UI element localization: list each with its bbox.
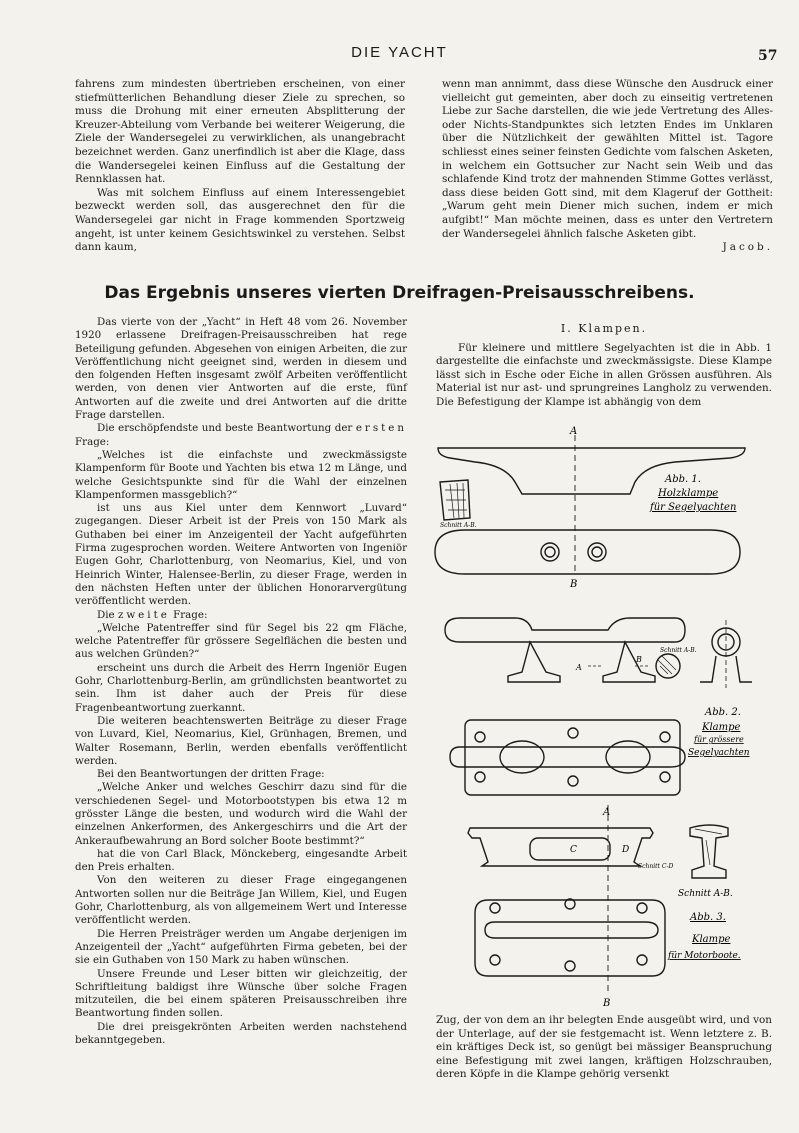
bolt-hole	[637, 903, 647, 913]
fig2-title: Abb. 2.	[705, 707, 741, 718]
label-a: A	[576, 663, 582, 672]
rail-section	[690, 825, 728, 878]
figure-3-motorboat-cleat	[468, 805, 728, 995]
question-quote: „Welche Anker und welches Geschirr dazu sind für die verschiedenen Segel- und Motorbootstypen bis etwa 12 m grösster Länge die besten, und wodurch wird die Wahl der einzelnen Ankerformen, des Ankergeschirrs und die Art der Ankeraufbewahrung an Bord solcher Boote bestimmt?“	[75, 781, 407, 847]
bolt-hole	[475, 732, 485, 742]
paragraph: wenn man annimmt, dass diese Wünsche den Ausdruck einer vielleicht gut gemeinten, aber doch zu einseitig vertretenen Liebe zur Sache darstellen, die wie jede Vertretung des Alles- oder Nichts-Standpunktes sich letzten Endes im Unklaren über die Nützlichkeit der gewählten Mittel ist. Tagore schliesst eines seiner feinsten Gedichte vom falschen Asketen, in welchem ein Gottsucher zur Nacht sein Weib und das schlafende Kind trotz der mahnenden Stimme Gottes verlässt, dass diese beiden Gott sind, mit dem Klageruf der Gottheit: „Warum geht mein Diener mich suchen, indem er mich aufgibt!“ Man möchte meinen, dass es unter den Vertretern der Wandersegelei ähnlich falsche Asketen gibt.	[442, 78, 773, 240]
boss-right	[606, 741, 650, 773]
paragraph: Was mit solchem Einfluss auf einem Interessengebiet bezweckt werden soll, das ausgerechnet den für die Wandersegelei gar nicht in Frage kommenden Sportzweig angeht, ist unter keinem Gesichtswinkel zu verstehen. Selbst dann kaum,	[75, 186, 405, 254]
cleat-side-profile	[445, 618, 685, 642]
cleat-technical-drawings	[410, 420, 780, 1010]
label-b: B	[570, 579, 578, 590]
bolt-hole	[660, 732, 670, 742]
paragraph: Für kleinere und mittlere Segelyachten ist die in Abb. 1 dargestellte die einfachste und zweckmässigste. Diese Klampe lässt sich in Esche oder Eiche in allen Grössen ausführen. Als Material ist nur ast- und sprungreines Langholz zu verwenden. Die Befestigung der Klampe ist abhängig von dem	[436, 342, 772, 408]
fig3-caption-line1: Klampe	[692, 934, 731, 945]
paragraph: Die Herren Preisträger werden um Angabe derjenigen im Anzeigenteil der „Yacht“ aufgeführten Firma gebeten, bei der sie ein Guthaben von 150 Mark zu haben wünschen.	[75, 927, 407, 967]
bolt-hole	[660, 772, 670, 782]
paragraph: fahrens zum mindesten übertrieben erscheinen, von einer stiefmütterlichen Behandlung dieser Ziele zu sprechen, so muss die Drohung mit einer erneuten Absplitterung der Kreuzer-Abteilung vom Verbande bei weiterer Weigerung, die Ziele der Wandersegelei zu verwirklichen, als unangebracht bezeichnet werden. Ganz unerfindlich ist aber die Klage, dass die Wandersegelei keinen Einfluss auf die Gestaltung der Rennklassen hat.	[75, 78, 405, 186]
article-left-column	[75, 316, 407, 1047]
article-heading: Das Ergebnis unseres vierten Dreifragen-Preisausschreibens.	[104, 283, 695, 303]
text: Frage:	[75, 435, 110, 448]
article-right-intro	[436, 342, 772, 409]
paragraph: erscheint uns durch die Arbeit des Herrn Ingeniör Eugen Gohr, Charlottenburg-Berlin, am gründlichsten beantwortet zu sein. Ihm ist daher auch der Preis für diese Fragenbeantwortung zuerkannt.	[75, 661, 407, 714]
page-number: 57	[758, 48, 778, 64]
paragraph: Zug, der von dem an ihr belegten Ende ausgeübt wird, und von der Unterlage, auf der sie festgemacht ist. Wenn letztere z. B. ein kräftiges Deck ist, so genügt bei mässiger Beanspruchung eine Befestigung mit zwei langen, kräftigen Holzschrauben, deren Köpfe in die Klampe gehörig versenkt	[436, 1014, 772, 1081]
fig3-section-label-ab: Schnitt A-B.	[678, 889, 733, 899]
fig1-title: Abb. 1.	[665, 474, 701, 485]
paragraph: ist uns aus Kiel unter dem Kennwort „Luvard“ zugegangen. Dieser Arbeit ist der Preis von 150 Mark als Guthaben bei einer im Anzeigenteil der Yacht aufgeführten Firma zugesprochen worden. Weitere Antworten von Ingeniör Eugen Gohr, Charlottenburg, von Neomarius, Kiel, und von Heinrich Winter, Halensee-Berlin, zu dieser Frage, werden in den nächsten Heften unter der üblichen Honorarvergütung veröffentlicht werden.	[75, 502, 407, 608]
bolt-hole-inner	[592, 547, 602, 557]
paragraph: Die weiteren beachtenswerten Beiträge zu dieser Frage von Luvard, Kiel, Neomarius, Kiel, Grünhagen, Bremen, und Walter Rosemann, Berlin, werden ebenfalls veröffentlicht werden.	[75, 714, 407, 767]
text: Frage:	[173, 608, 208, 621]
bolt-hole	[541, 543, 559, 561]
label-b: B	[603, 998, 611, 1009]
text: Die	[97, 608, 115, 621]
paragraph: Bei den Beantwortungen der dritten Frage:	[97, 768, 325, 781]
fig2-caption-line2: für grössere	[694, 735, 744, 744]
bolt-hole-inner	[545, 547, 555, 557]
label-c: C	[570, 845, 577, 855]
top-left-column	[75, 78, 405, 255]
paragraph: Das vierte von der „Yacht“ in Heft 48 vom 26. November 1920 erlassene Dreifragen-Preisausschreiben hat rege Beteiligung gefunden. Abgesehen von einigen Arbeiten, die zur Veröffentlichung nicht geeignet sind, werden in diesem und den folgenden Heften insgesamt zwölf Arbeiten veröffentlicht werden, von denen vier Antworten auf die erste, fünf Antworten auf die zweite und drei Antworten auf die dritte Frage darstellen.	[75, 316, 407, 422]
section-hatching	[658, 656, 676, 674]
running-header-title: DIE YACHT	[351, 44, 448, 61]
cleat-foot-left	[508, 642, 560, 682]
round-section	[656, 654, 680, 678]
section-hatching	[695, 829, 722, 865]
emphasis: ersten	[355, 422, 407, 435]
question-quote: „Welche Patentreffer sind für Segel bis 22 qm Fläche, welche Patentreffer für grössere Segelflächen die besten und aus welchen Gründen?“	[75, 621, 407, 661]
top-right-column	[442, 78, 773, 255]
cleat-foot-right	[603, 642, 655, 682]
question-quote: „Welches ist die einfachste und zweckmässigste Klampenform für Boote und Yachten bis etwa 12 m Länge, und welche Gesichtspunkte sind für die Wahl der einzelnen Klampenformen massgeblich?“	[75, 448, 407, 501]
bolt-hole	[568, 728, 578, 738]
paragraph: Unsere Freunde und Leser bitten wir gleichzeitig, der Schriftleitung baldigst ihre Wünsche über solche Fragen mitzuteilen, die bei einem späteren Preisausschreiben ihre Beantwortung finden sollen.	[75, 967, 407, 1020]
bolt-hole	[475, 772, 485, 782]
bolt-hole	[565, 961, 575, 971]
label-a: A	[570, 426, 578, 437]
fig2-caption-line3: Segelyachten	[688, 748, 750, 758]
base-plate	[465, 720, 680, 795]
bolt-hole	[588, 543, 606, 561]
fig2-section-label: Schnitt A-B.	[660, 647, 697, 654]
emphasis: zweite	[117, 608, 170, 621]
text: Die erschöpfendste und beste Beantwortung der	[97, 422, 353, 435]
bolt-hole	[568, 776, 578, 786]
article-right-continuation	[436, 1014, 772, 1082]
fig1-caption-line2: für Segelyachten	[650, 502, 737, 513]
bolt-hole	[637, 955, 647, 965]
paragraph: Die drei preisgekrönten Arbeiten werden nachstehend bekanntgegeben.	[75, 1020, 407, 1047]
fig2-caption-line1: Klampe	[702, 722, 741, 733]
fig1-section-label: Schnitt A-B.	[440, 522, 477, 529]
fig1-caption-line1: Holzklampe	[658, 488, 719, 499]
bolt-hole	[490, 955, 500, 965]
paragraph: Von den weiteren zu dieser Frage eingegangenen Antworten sollen nur die Beiträge Jan Willem, Kiel, und Eugen Gohr, Charlottenburg, als von allgemeinem Wert und Interesse veröffentlicht werden.	[75, 874, 407, 927]
author-signature: Jacob.	[722, 241, 773, 254]
label-a: A	[603, 807, 611, 818]
cleat-bar	[485, 922, 658, 938]
paragraph	[75, 422, 407, 449]
fig3-caption-line2: für Motorboote.	[668, 951, 741, 961]
boss-left	[500, 741, 544, 773]
label-b: B	[636, 655, 642, 664]
bolt-hole	[490, 903, 500, 913]
fig3-section-label-cd: Schnitt C-D	[638, 863, 674, 870]
label-d: D	[622, 845, 630, 855]
paragraph: hat die von Carl Black, Mönckeberg, eingesandte Arbeit den Preis erhalten.	[75, 847, 407, 874]
fig3-title: Abb. 3.	[690, 912, 726, 923]
paragraph	[75, 609, 407, 622]
section-title: I. Klampen.	[560, 322, 648, 335]
section-hatching	[445, 483, 467, 518]
